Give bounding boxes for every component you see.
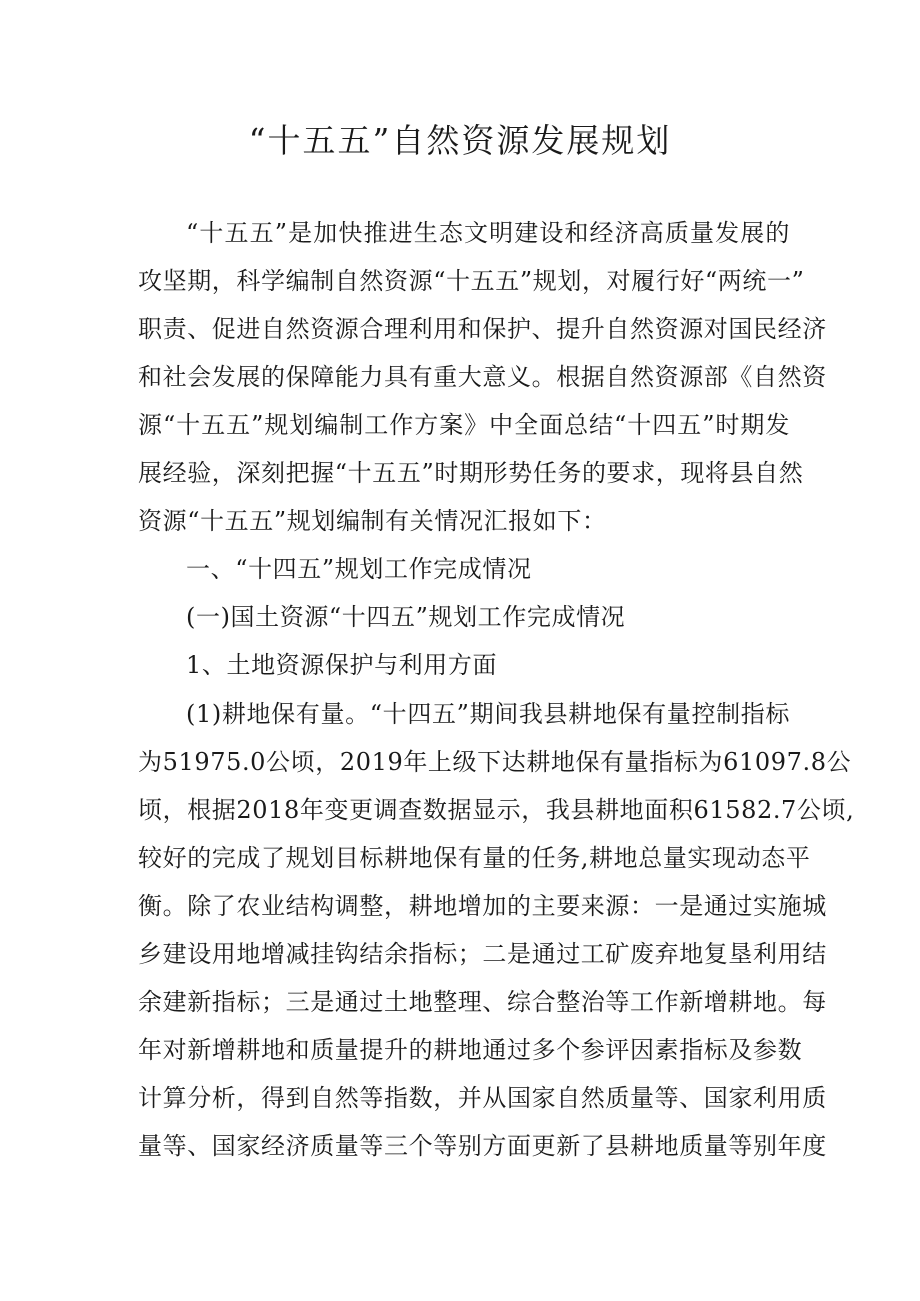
paragraph-line: 和社会发展的保障能力具有重大意义。根据自然资源部《自然资 xyxy=(138,363,827,391)
paragraph-line: “十五五”是加快推进生态文明建设和经济高质量发展的 xyxy=(186,219,790,247)
paragraph-line: 量等、国家经济质量等三个等别方面更新了县耕地质量等别年度 xyxy=(138,1132,827,1160)
item-heading: 1、土地资源保护与利用方面 xyxy=(186,651,498,679)
paragraph-line: 较好的完成了规划目标耕地保有量的任务,耕地总量实现动态平 xyxy=(138,844,811,872)
paragraph-line: 攻坚期，科学编制自然资源“十五五”规划，对履行好“两统一” xyxy=(138,267,805,295)
paragraph-line: 顷，根据2018年变更调查数据显示，我县耕地面积61582.7公顷, xyxy=(138,796,855,824)
section-heading: 一、“十四五”规划工作完成情况 xyxy=(186,555,532,583)
paragraph-line: (1)耕地保有量。“十四五”期间我县耕地保有量控制指标 xyxy=(186,700,790,728)
paragraph-line: 职责、促进自然资源合理利用和保护、提升自然资源对国民经济 xyxy=(138,315,827,343)
paragraph-line: 余建新指标；三是通过土地整理、综合整治等工作新增耕地。每 xyxy=(138,988,827,1016)
document-title: “十五五”自然资源发展规划 xyxy=(248,121,672,160)
paragraph-line: 计算分析，得到自然等指数，并从国家自然质量等、国家利用质 xyxy=(138,1084,827,1112)
paragraph-line: 源“十五五”规划编制工作方案》中全面总结“十四五”时期发 xyxy=(138,411,790,439)
subsection-heading: (一)国土资源“十四五”规划工作完成情况 xyxy=(186,603,626,631)
paragraph-line: 衡。除了农业结构调整，耕地增加的主要来源：一是通过实施城 xyxy=(138,892,827,920)
paragraph-line: 年对新增耕地和质量提升的耕地通过多个参评因素指标及参数 xyxy=(138,1036,803,1064)
paragraph-line: 为51975.0公顷，2019年上级下达耕地保有量指标为61097.8公 xyxy=(138,748,852,776)
paragraph-line: 展经验，深刻把握“十五五”时期形势任务的要求，现将县自然 xyxy=(138,459,804,487)
paragraph-line: 乡建设用地增减挂钩结余指标；二是通过工矿废弃地复垦利用结 xyxy=(138,940,827,968)
paragraph-line: 资源“十五五”规划编制有关情况汇报如下： xyxy=(138,507,607,535)
